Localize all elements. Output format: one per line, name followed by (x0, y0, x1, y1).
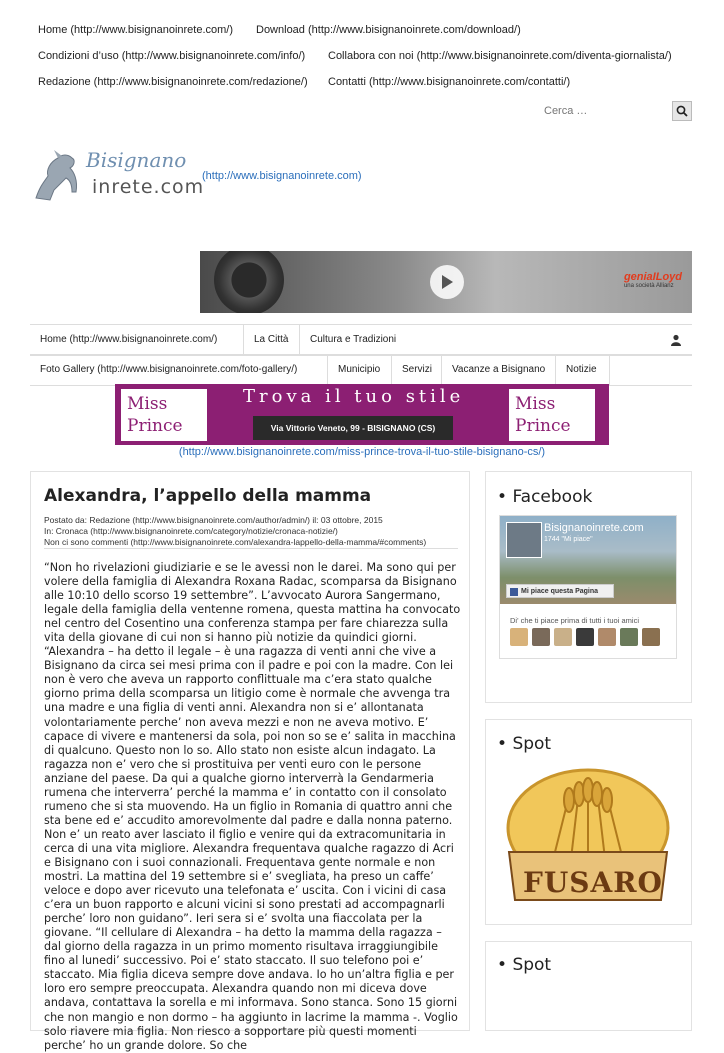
banner-brand-line2-right: Prince (515, 416, 571, 436)
banner-brand-line2: Prince (127, 416, 183, 436)
top-link-home[interactable]: Home (http://www.bisignanoinrete.com/) (38, 24, 234, 36)
speedometer-graphic (214, 251, 284, 313)
top-link-redazione[interactable]: Redazione (http://www.bisignanoinrete.com/redazione/) (38, 76, 308, 88)
nav-item-cultura[interactable]: Cultura e Tradizioni (310, 334, 397, 345)
ad-brand-name: geniaILoyd (623, 271, 682, 283)
play-button[interactable] (430, 265, 464, 299)
nav-item-municipio[interactable]: Municipio (328, 355, 392, 385)
facebook-likes: 1744 "Mi piace" (544, 536, 593, 543)
avatar[interactable] (598, 628, 616, 646)
facebook-title-text: Facebook (512, 487, 593, 507)
article-author[interactable]: Postato da: Redazione (http://www.bisignanoinrete.com/author/admin/) il: 03 ottobre, 2015 (44, 515, 383, 525)
nav-item-vacanze[interactable]: Vacanze a Bisignano (442, 355, 556, 385)
spot-1-title-text: Spot (512, 734, 552, 754)
banner-link[interactable]: (http://www.bisignanoinrete.com/miss-prince-trova-il-tuo-stile-bisignano-cs/) (178, 446, 546, 458)
avatar[interactable] (510, 628, 528, 646)
video-ad[interactable] (200, 251, 692, 313)
facebook-widget-title: • Facebook (497, 487, 593, 507)
avatar[interactable] (576, 628, 594, 646)
banner-slogan: Trova il tuo stile (243, 386, 465, 407)
search-button[interactable] (672, 101, 692, 121)
top-link-contatti[interactable]: Contatti (http://www.bisignanoinrete.com/contatti/) (328, 76, 571, 88)
facebook-page-name[interactable]: Bisignanoinrete.com (544, 522, 644, 534)
play-icon (440, 274, 454, 290)
nav-item-foto-gallery[interactable]: Foto Gallery (http://www.bisignanoinrete.com/foto-gallery/) (30, 355, 328, 385)
facebook-friends-text: Di' che ti piace prima di tutti i tuoi amici (510, 616, 639, 625)
main-nav-row-2 (30, 354, 692, 386)
top-link-download[interactable]: Download (http://www.bisignanoinrete.com/download/) (256, 24, 521, 36)
facebook-page-thumbnail (506, 522, 542, 558)
facebook-icon (510, 588, 518, 596)
divider (44, 548, 458, 549)
avatar[interactable] (532, 628, 550, 646)
nav-item-la-citta[interactable]: La Città (244, 325, 300, 355)
user-icon[interactable] (670, 333, 682, 351)
avatar[interactable] (554, 628, 572, 646)
top-link-info[interactable]: Condizioni d’uso (http://www.bisignanoinrete.com/info/) (38, 50, 306, 62)
main-nav-row-1 (30, 324, 692, 356)
ad-brand (624, 271, 682, 289)
ad-tagline: una società Allianz (623, 283, 674, 289)
nav-item-home[interactable]: Home (http://www.bisignanoinrete.com/) (30, 325, 244, 355)
site-logo[interactable] (30, 146, 205, 206)
avatar[interactable] (642, 628, 660, 646)
logo-link[interactable]: (http://www.bisignanoinrete.com) (202, 170, 362, 182)
facebook-like-button[interactable] (506, 584, 614, 598)
fusaro-ad[interactable] (499, 766, 677, 916)
facebook-cover (500, 516, 676, 604)
spot-widget-2-title: • Spot (497, 955, 552, 975)
fusaro-brand: FUSARO (523, 866, 663, 899)
nav-item-notizie[interactable]: Notizie (556, 355, 610, 385)
banner-logo-right (509, 389, 595, 441)
banner-brand-line1-right: Miss (515, 394, 556, 414)
logo-line1: Bisignano (86, 148, 187, 172)
article-body: “Non ho rivelazioni giudiziarie e se le avessi non le darei. Ma sono qui per volere della famiglia di Alexandra Roxana Radac, scomparsa da Bisignano alle 10:10 dello scorso 19 settembre”. L’avvocato Aurora Sangermano, legale della famiglia della ventenne romena, questa mattina ha convocato nel centro del Cosentino una conferenza stampa per fare chiarezza sulla vita della giovane di cui non si hanno più notizie da quindici giorni. “Alexandra – ha detto il legale – è una ragazza di venti anni che vive a Bisignano da circa sei mesi prima con il padre e poi con la madre. Con lei non è vero che aveva un rapporto conflittuale ma c’era stato qualche giorno prima della scomparsa un litigio come è normale che avvenga tra una madre e una figlia di venti anni. Alexandra non si e’ allontanata volontariamente perche’ non aveva mezzi e non ne aveva motivo. E’ capace di vivere e mantenersi da sola, poi non so se e’ salita in macchina di qualcuno. Questo non lo so. Allo stato non esiste alcun indagato. La ragazza non e’ vero che si prostituiva per venti euro con le persone anziane del paese. Da qui a qualche giorno interverrà la Gendarmeria rumena che interverra’ perché la mamma e’ in contatto con il consolato rumeno che si sta muovendo. Ha un figlio in Romania di quattro anni che sta bene ed e’ accudito amorevolmente dal padre e dalla nonna paterno. Non e’ un reato aver lasciato il figlio e venire qui da extracomunitaria in cerca di una vita migliore. Alexandra frequentava qualche ragazzo di Acri e Bisignano con i suoi connazionali. Frequentava gente normale e non mostri. La mattina del 19 settembre si e’ svegliata, ha preso un caffe’ veloce e dopo aver ricevuto una telefonata e’ uscita. Con i vicini di casa c’era un buon rapporto e alcuni vicini si sono prestati ad accompagnarli perche’ loro non guidano”. Ieri sera si e’ svolta una fiaccolata per la giovane. “Il cellulare di Alexandra – ha detto la mamma della ragazza – dal giorno della ragazza in un primo momento risultava irraggiungibile fino al lunedi’ successivo. Poi e’ stato staccato. Il suo telefono poi e’ staccato. Mia figlia diceva sempre dove andava. Io ho un’altra figlia e per loro ero sempre preoccupata. Alexandra quando non mi diceva dove andava, contattava la sorella e mi informava. Sono stanca. Sono 15 giorni che non mangio e non dormo – ha aggiunto in lacrime la mamma -. Voglio solo riavere mia figlia. Non riesco a sopportare più questi momenti perche’ ho un grande dolore. So che (44, 561, 461, 1052)
facebook-page-box[interactable] (499, 515, 677, 659)
banner-brand-line1: Miss (127, 394, 168, 414)
facebook-like-label: Mi piace questa Pagina (521, 588, 599, 595)
miss-prince-banner[interactable] (115, 384, 609, 445)
article-category[interactable]: In: Cronaca (http://www.bisignanoinrete.com/category/notizie/cronaca-notizie/) (44, 526, 338, 536)
banner-address: Via Vittorio Veneto, 99 - BISIGNANO (CS) (253, 416, 453, 440)
avatar[interactable] (620, 628, 638, 646)
spot-2-title-text: Spot (512, 955, 552, 975)
search-input[interactable] (540, 101, 676, 121)
nav-item-servizi[interactable]: Servizi (392, 355, 442, 385)
search-icon (676, 105, 688, 117)
banner-logo-left (121, 389, 207, 441)
article-title: Alexandra, l’appello della mamma (44, 486, 372, 506)
logo-line2: inrete.com (92, 176, 205, 198)
spot-widget-1-title: • Spot (497, 734, 552, 754)
article-comments-link[interactable]: Non ci sono commenti (http://www.bisignanoinrete.com/alexandra-lappello-della-mamma/#comments) (44, 537, 427, 547)
facebook-faces (510, 628, 664, 651)
top-link-collabora[interactable]: Collabora con noi (http://www.bisignanoinrete.com/diventa-giornalista/) (328, 50, 672, 62)
